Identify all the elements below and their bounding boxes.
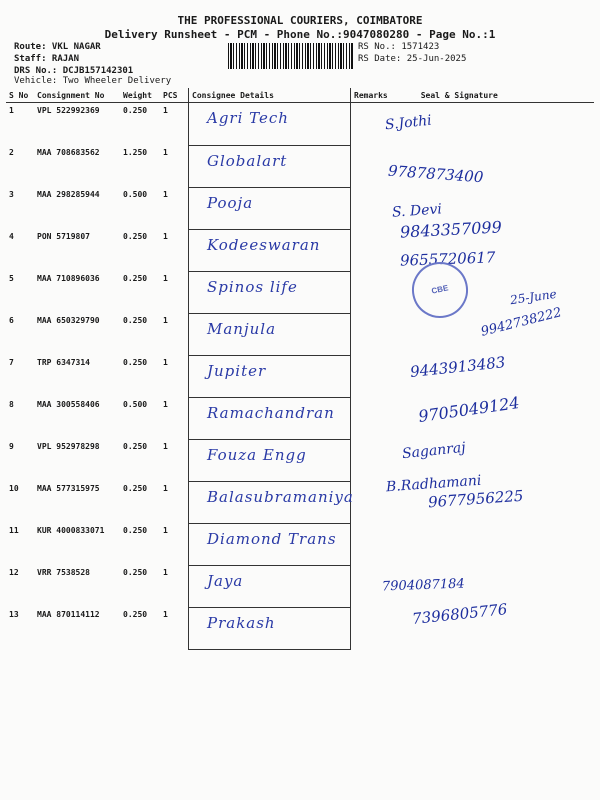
signature-s5: 9655720617 [399,248,496,270]
row-weight: 0.250 [123,484,148,493]
row-consignee-box [189,187,351,229]
signature-s13: 7904087184 [381,576,465,595]
row-remarks [351,313,391,355]
table-header [6,88,594,103]
row-consignee-handwriting: Spinos life [207,277,298,296]
row-consignee-box [189,523,351,565]
row-consignee-handwriting: Jaya [207,571,244,590]
row-consignee-box [189,607,351,649]
row-remarks [351,523,391,565]
row-weight: 0.500 [123,400,148,409]
col-sno: S No [6,88,34,103]
row-weight: 0.250 [123,610,148,619]
signature-s11: B.Radhamani [385,472,482,496]
row-pcs: 1 [163,316,168,325]
row-consignee-handwriting: Agri Tech [207,109,289,127]
row-sno: 7 [9,358,14,367]
row-sno: 12 [9,568,19,577]
row-sno: 11 [9,526,19,535]
row-consignee-handwriting: Diamond Trans [207,529,337,548]
row-consignee-handwriting: Manjula [207,319,277,338]
row-consignee-box [189,145,351,187]
row-remarks [351,607,391,649]
row-consignment: MAA 577315975 [37,484,100,493]
row-remarks [351,397,391,439]
row-pcs: 1 [163,274,168,283]
rs-date: RS Date: 25-Jun-2025 [358,54,467,64]
row-pcs: 1 [163,190,168,199]
row-remarks [351,481,391,523]
col-remarks: Remarks [351,88,391,103]
row-weight: 1.250 [123,148,148,157]
drs-number: DRS No.: DCJB157142301 [14,66,134,76]
row-remarks [351,145,391,187]
row-consignment: KUR 4000833071 [37,526,105,535]
company-title: THE PROFESSIONAL COURIERS, COIMBATORE [177,14,423,27]
table-row [6,103,594,146]
col-consignee: Consignee Details [189,88,351,103]
row-consignee-handwriting: Jupiter [207,361,267,380]
row-consignee-handwriting: Kodeeswaran [207,235,321,254]
signature-s12: 9677956225 [427,486,524,512]
row-pcs: 1 [163,400,168,409]
table-row [6,271,594,313]
row-sno: 8 [9,400,14,409]
row-consignee-handwriting: Pooja [207,193,254,212]
row-pcs: 1 [163,148,168,157]
row-weight: 0.500 [123,190,148,199]
row-pcs: 1 [163,568,168,577]
row-consignee-box [189,439,351,481]
signature-s8: 9443913483 [409,353,507,381]
row-consignment: TRP 6347314 [37,358,90,367]
row-consignment: MAA 650329790 [37,316,100,325]
signature-s9: 9705049124 [417,393,521,426]
row-consignee-box [189,313,351,355]
row-consignee-handwriting: Prakash [207,613,276,632]
row-consignee-box [189,481,354,523]
row-remarks [351,229,391,271]
row-consignee-box [189,103,351,146]
row-weight: 0.250 [123,568,148,577]
row-sno: 9 [9,442,14,451]
table-row [6,439,594,481]
row-consignment: MAA 710896036 [37,274,100,283]
signature-s10: Saganraj [401,439,467,463]
row-consignment: VRR 7538528 [37,568,90,577]
barcode-icon [228,43,353,69]
row-weight: 0.250 [123,232,148,241]
row-consignee-handwriting: Fouza Engg [207,445,307,464]
table-row [6,523,594,565]
col-consignment: Consignment No [34,88,120,103]
row-pcs: 1 [163,358,168,367]
row-consignment: VPL 522992369 [37,106,100,115]
row-pcs: 1 [163,442,168,451]
row-sno: 3 [9,190,14,199]
row-remarks [351,439,391,481]
route: Route: VKL NAGAR [14,42,101,52]
row-consignment: PON 5719807 [37,232,90,241]
row-consignment: MAA 300558406 [37,400,100,409]
row-remarks [351,271,391,313]
runsheet-subtitle: Delivery Runsheet - PCM - Phone No.:9047080280 - Page No.:1 [104,28,496,41]
row-sno: 10 [9,484,19,493]
row-consignment: MAA 298285944 [37,190,100,199]
signature-s6: 25-June [509,286,558,308]
row-sno: 13 [9,610,19,619]
table-row [6,187,594,229]
row-consignment: VPL 952978298 [37,442,100,451]
staff: Staff: RAJAN [14,54,80,64]
row-pcs: 1 [163,232,168,241]
row-consignee-box [189,397,351,439]
row-sno: 2 [9,148,14,157]
signature-s1: S.Jothi [384,112,433,134]
row-consignee-box [189,355,351,397]
row-sno: 5 [9,274,14,283]
row-seal-signature [391,523,594,565]
row-weight: 0.250 [123,526,148,535]
courier-stamp: CBE [407,257,473,323]
row-weight: 0.250 [123,106,148,115]
row-consignee-handwriting: Ramachandran [207,403,335,422]
row-sno: 4 [9,232,14,241]
row-consignee-handwriting: Balasubramaniya [207,487,354,506]
signature-s7: 9942738222 [479,305,564,340]
row-consignment: MAA 708683562 [37,148,100,157]
vehicle: Vehicle: Two Wheeler Delivery [14,76,172,86]
table-row [6,229,594,271]
row-consignee-box [189,271,351,313]
row-sno: 1 [9,106,14,115]
row-pcs: 1 [163,484,168,493]
row-pcs: 1 [163,106,168,115]
signature-s14: 7396805776 [411,600,509,628]
col-pcs: PCS [160,88,189,103]
row-consignee-handwriting: Globalart [207,151,288,170]
table-row [6,355,594,397]
row-remarks [351,355,391,397]
row-weight: 0.250 [123,358,148,367]
row-pcs: 1 [163,526,168,535]
row-pcs: 1 [163,610,168,619]
row-sno: 6 [9,316,14,325]
row-consignee-box [189,565,351,607]
row-weight: 0.250 [123,274,148,283]
row-consignee-box [189,229,351,271]
row-weight: 0.250 [123,316,148,325]
row-weight: 0.250 [123,442,148,451]
signature-s4: 9843357099 [399,217,503,242]
col-seal: Seal & Signature [391,88,594,103]
row-consignment: MAA 870114112 [37,610,100,619]
col-weight: Weight [120,88,160,103]
signature-s2: 9787873400 [387,161,484,187]
rs-number: RS No.: 1571423 [358,42,440,52]
table-row [6,145,594,187]
signature-s3: S. Devi [391,201,443,221]
row-remarks [351,187,391,229]
